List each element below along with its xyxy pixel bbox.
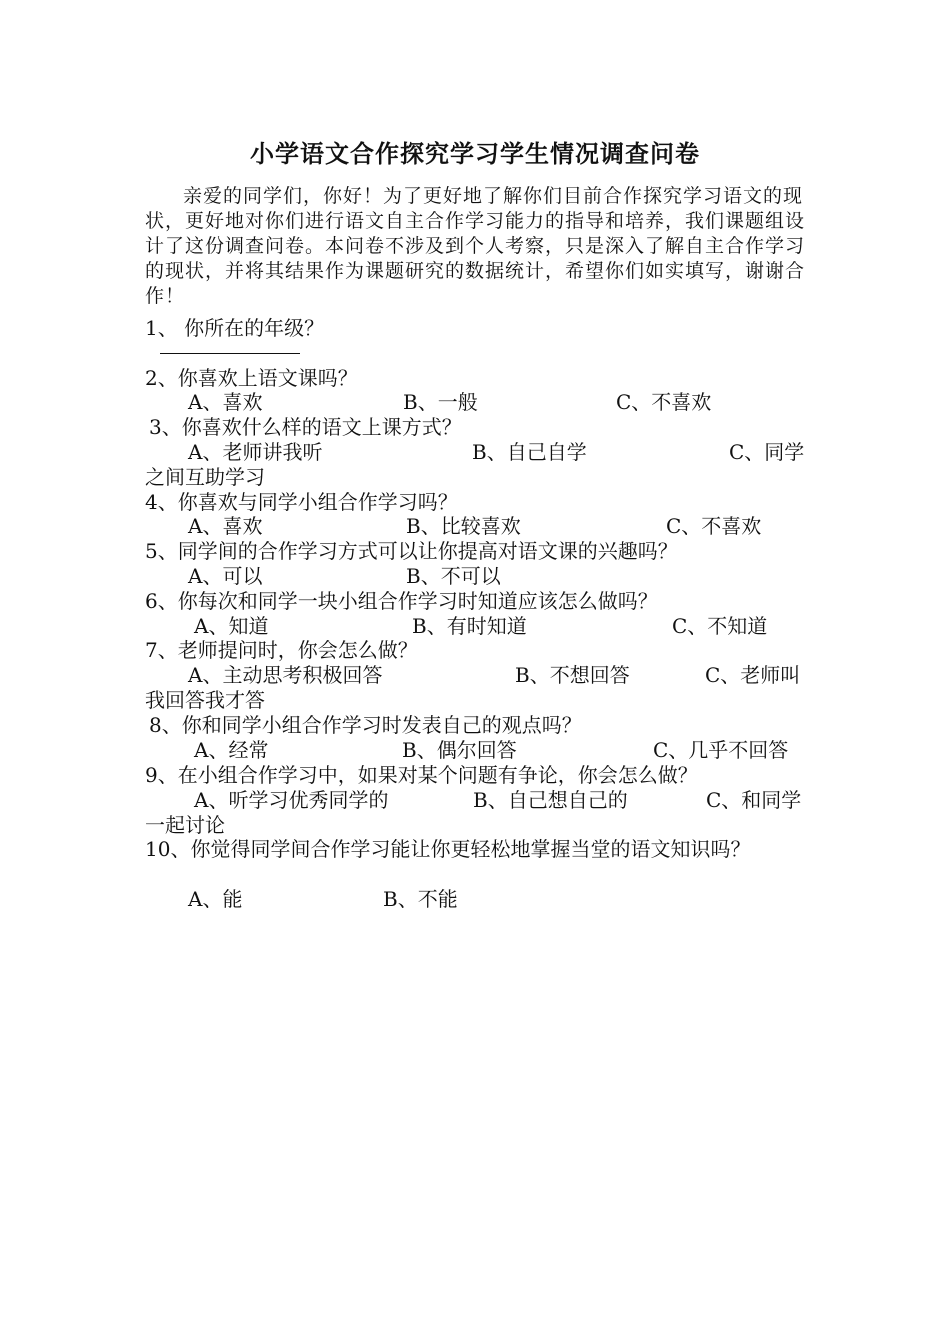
question-4: 4、你喜欢与同学小组合作学习吗？ — [145, 490, 458, 514]
q9-option-b: B、自己想自己的 — [473, 788, 628, 812]
q4-option-c: C、不喜欢 — [666, 514, 762, 538]
q9-option-a: A、听学习优秀同学的 — [194, 788, 389, 812]
q4-option-b: B、比较喜欢 — [406, 514, 521, 538]
question-6: 6、你每次和同学一块小组合作学习时知道应该怎么做吗？ — [145, 589, 658, 613]
q7-option-c: C、老师叫 — [705, 663, 801, 687]
q7-option-c-continued: 我回答我才答 — [145, 688, 265, 712]
question-8: 8、你和同学小组合作学习时发表自己的观点吗？ — [149, 713, 582, 737]
q3-option-c: C、同学 — [729, 440, 805, 464]
q7-option-b: B、不想回答 — [515, 663, 630, 687]
q2-option-a: A、喜欢 — [188, 390, 263, 414]
q2-option-c: C、不喜欢 — [616, 390, 712, 414]
document-title: 小学语文合作探究学习学生情况调查问卷 — [250, 139, 700, 168]
q4-option-a: A、喜欢 — [188, 514, 263, 538]
question-7: 7、老师提问时，你会怎么做？ — [145, 638, 418, 662]
q9-option-c: C、和同学 — [706, 788, 802, 812]
q5-option-a: A、可以 — [188, 564, 263, 588]
q6-option-a: A、知道 — [194, 614, 269, 638]
question-1: 1、 你所在的年级？ — [145, 316, 325, 340]
q7-option-a: A、主动思考积极回答 — [188, 663, 383, 687]
intro-paragraph: 亲爱的同学们，你好！为了更好地了解你们目前合作探究学习语文的现状，更好地对你们进行语文自主合作学习能力的指导和培养，我们课题组设计了这份调查问卷。本问卷不涉及到个人考察，只是深入了解自主合作学习的现状，并将其结果作为课题研究的数据统计，希望你们如实填写，谢谢合作！ — [145, 185, 806, 307]
q10-option-a: A、能 — [188, 887, 243, 911]
q5-option-b: B、不可以 — [406, 564, 501, 588]
q8-option-a: A、经常 — [194, 738, 269, 762]
q3-option-b: B、自己自学 — [472, 440, 587, 464]
q6-option-c: C、不知道 — [672, 614, 768, 638]
q2-option-b: B、一般 — [403, 390, 478, 414]
question-10: 10、你觉得同学间合作学习能让你更轻松地掌握当堂的语文知识吗？ — [145, 837, 751, 861]
q8-option-c: C、几乎不回答 — [653, 738, 789, 762]
question-5: 5、同学间的合作学习方式可以让你提高对语文课的兴趣吗？ — [145, 539, 678, 563]
q10-option-b: B、不能 — [383, 887, 458, 911]
question-2: 2、你喜欢上语文课吗？ — [145, 366, 358, 390]
question-3: 3、你喜欢什么样的语文上课方式？ — [149, 415, 462, 439]
q9-option-c-continued: 一起讨论 — [145, 813, 225, 837]
answer-blank-line — [160, 353, 300, 354]
q3-option-a: A、老师讲我听 — [188, 440, 323, 464]
q6-option-b: B、有时知道 — [412, 614, 527, 638]
question-9: 9、在小组合作学习中，如果对某个问题有争论，你会怎么做？ — [145, 763, 698, 787]
q8-option-b: B、偶尔回答 — [402, 738, 517, 762]
q3-option-c-continued: 之间互助学习 — [145, 465, 265, 489]
